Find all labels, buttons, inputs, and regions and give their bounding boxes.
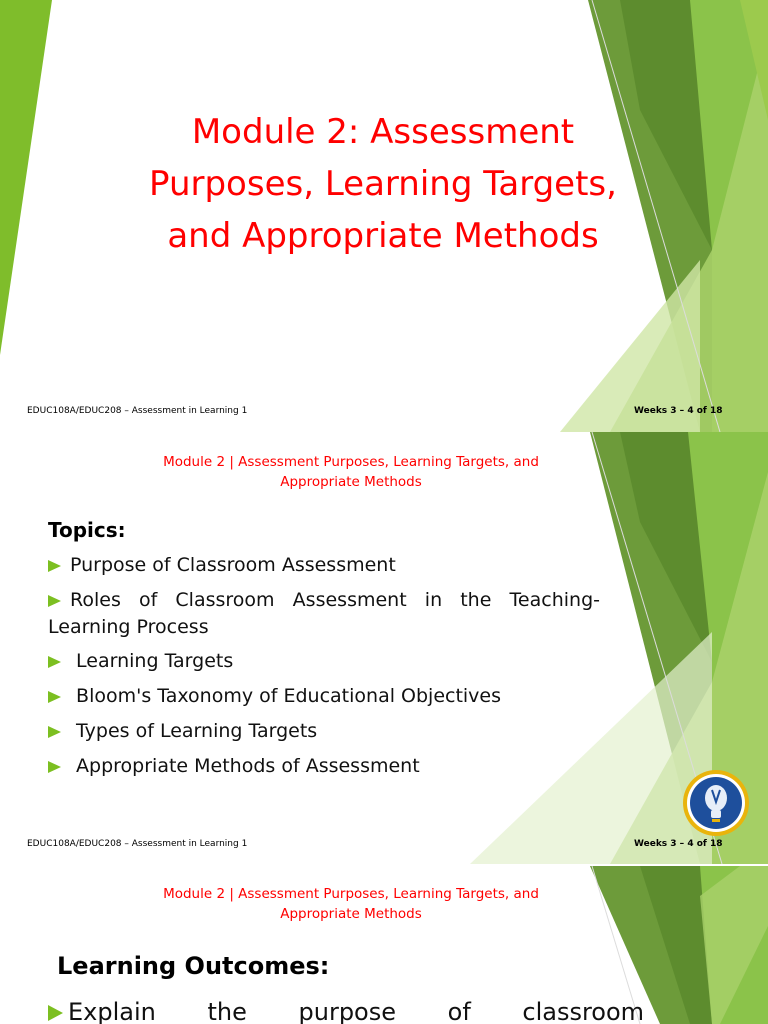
slide-topics: [0, 432, 768, 864]
footer-course: EDUC108A/EDUC208 – Assessment in Learning 1: [27, 839, 248, 849]
title-line: Module 2: Assessment: [191, 112, 575, 152]
triangle-bullet-icon: [48, 560, 61, 572]
header-line: Module 2 | Assessment Purposes, Learning Targets, and: [163, 454, 539, 470]
slide-outcomes: [0, 866, 768, 1024]
footer-weeks: Weeks 3 – 4 of 18: [634, 406, 723, 416]
title-line: Purposes, Learning Targets,: [149, 164, 617, 204]
list-item-text: Bloom's Taxonomy of Educational Objectives: [70, 685, 502, 707]
list-item: [48, 587, 600, 641]
list-item: [48, 648, 600, 675]
header-line: Appropriate Methods: [280, 906, 422, 922]
list-item: [48, 552, 600, 579]
list-item-text: Types of Learning Targets: [70, 720, 318, 742]
slide-header: [96, 452, 606, 492]
footer-weeks: Weeks 3 – 4 of 18: [634, 839, 723, 849]
slide-header: [96, 884, 606, 924]
slide-title-text: [88, 106, 678, 262]
triangle-bullet-icon: [48, 691, 61, 703]
triangle-bullet-icon: [48, 761, 61, 773]
list-item: [48, 683, 600, 710]
list-item-text: [48, 587, 600, 641]
list-item-line: Learning Process: [48, 616, 209, 638]
list-item-text: Learning Targets: [70, 650, 234, 672]
list-item-text: Appropriate Methods of Assessment: [70, 755, 420, 777]
footer-course: EDUC108A/EDUC208 – Assessment in Learning 1: [27, 406, 248, 416]
title-line: and Appropriate Methods: [167, 216, 599, 256]
triangle-bullet-icon: [48, 656, 61, 668]
list-item: [48, 996, 645, 1024]
slide-title: [0, 0, 768, 432]
list-item: [48, 753, 600, 780]
triangle-bullet-icon: [48, 726, 61, 738]
list-item-line: Roles of Classroom Assessment in the Teaching-: [70, 589, 600, 611]
header-line: Appropriate Methods: [280, 474, 422, 490]
triangle-bullet-icon: [48, 595, 61, 607]
triangle-bullet-icon: [48, 1005, 63, 1021]
list-item-text: Explain the purpose of classroom: [68, 998, 645, 1024]
section-title: Learning Outcomes:: [57, 952, 330, 980]
list-item-text: Purpose of Classroom Assessment: [70, 554, 396, 576]
header-line: Module 2 | Assessment Purposes, Learning Targets, and: [163, 886, 539, 902]
section-title: Topics:: [48, 518, 126, 542]
list-item: [48, 718, 600, 745]
lightbulb-logo-icon: [681, 768, 751, 838]
